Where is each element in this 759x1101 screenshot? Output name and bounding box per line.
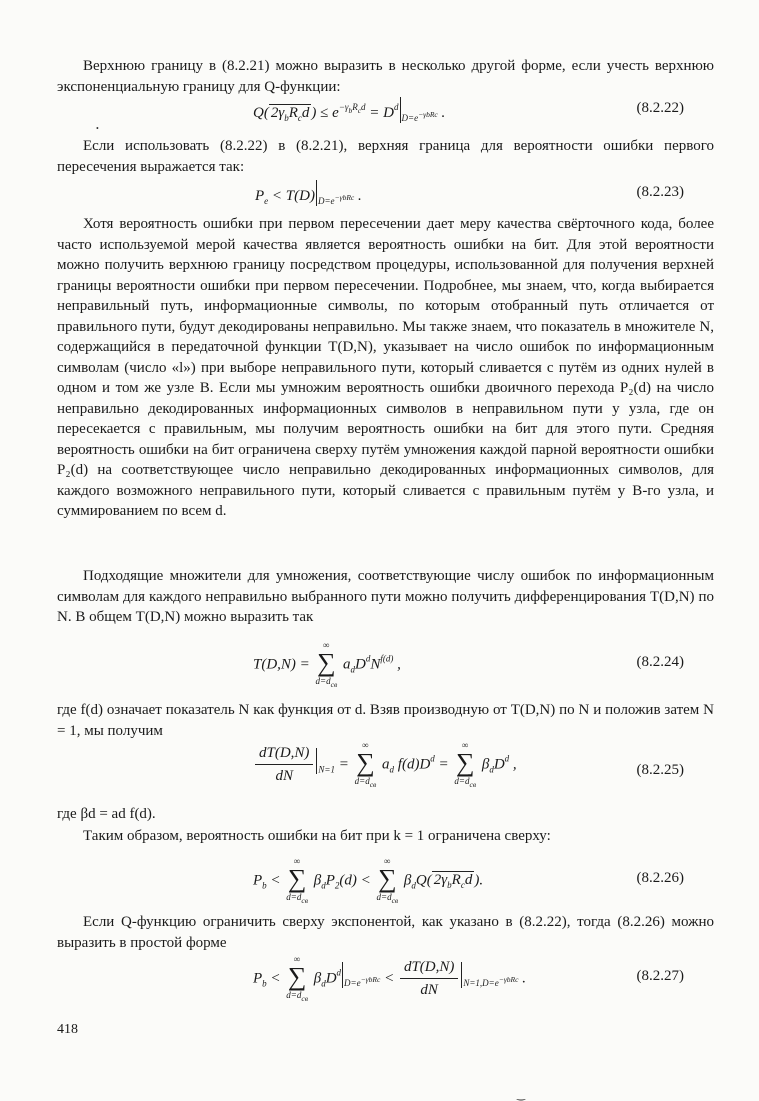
equation-number: (8.2.25) bbox=[636, 762, 684, 778]
equation-8-2-26 bbox=[57, 856, 714, 905]
paragraph-6: где βd = ad f(d). bbox=[57, 806, 156, 822]
equation-body: Q( $2\gamma_bR_cd$ ) ≤ $e^{-\gamma_bR_cd} = D^d_{D=e^{-\gamma bRc}}$ . bbox=[253, 96, 445, 129]
paragraph-4: Подходящие множители для умножения, соответствующие числу ошибок по информационным символам для каждого неправильно выбранного пути можно получить дифференцирования T(D,N) по N. В общем T(D,N) можно выразить так bbox=[57, 568, 714, 625]
equation-body: $P_e < T(D)$ $_{D=e^{-\gamma bRc}}$ . bbox=[255, 180, 362, 212]
sum-symbol: ∞ ∑ $d=d_{св}$ bbox=[376, 856, 399, 905]
equation-body: T(D,N) = ∞ ∑ $d=d_{св}$ $a_dD^dN^{f(d)}$ , bbox=[253, 640, 401, 689]
page-number: 418 bbox=[57, 1022, 78, 1037]
sum-symbol: ∞ ∑ $d=d_{св}$ bbox=[315, 640, 338, 689]
equation-8-2-25 bbox=[57, 740, 714, 789]
equation-body: $P_b$ < ∞ ∑ $d=d_{св}$ $\beta_dP_2(d)$ < ∞ ∑ $d=d_{св}$ $\beta_dQ$( $2\gamma_bR_cd$ ). bbox=[253, 856, 484, 905]
paragraph-8: Если Q-функцию ограничить сверху экспонентой, как указано в (8.2.22), тогда (8.2.26) можно выразить в простой форме bbox=[57, 914, 714, 951]
paragraph-3: Хотя вероятность ошибки при первом пересечении дает меру качества свёрточного кода, более часто используемой мерой качества является вероятность ошибки на бит. Для этой вероятности можно получить верхнюю границу посредством процедуры, использованной для получения верхней границы вероятности ошибки при первом пересечении. Подробнее, мы знаем, что, когда выбирается неправильный путь, информационные символы, по которым отобранный путь отличается от правильного пути, будут декодированы неправильно. Мы также знаем, что показатель в множителе N, содержащийся в передаточной функции T(D,N), указывает на число ошибок по информационным символам (число «l») при выборе неправильного пути, который сливается с путём из одних нулей в одном и том же узле B. Если мы умножим вероятность ошибки двоичного перехода P₂(d) на число неправильно декодированных информационных символов в неправильном пути у узла, где он пересекается с правильным, мы получим вероятность ошибки на бит для этого пути. Средняя вероятность ошибки на бит ограничена сверху путём умножения каждой парной вероятности ошибки P₂(d) на соответствующее число неправильно декодированных информационных символов, для каждого возможного неправильного пути, который сливается с правильным путём у B-го узла, и суммированием по всем d. bbox=[57, 216, 714, 519]
equation-8-2-27 bbox=[57, 954, 714, 1003]
fraction: $\frac{dT(D,N)}{dN}$ bbox=[400, 956, 458, 1001]
equation-8-2-24 bbox=[57, 640, 714, 689]
equation-body: $\frac{dT(D,N)}{dN}$ $_{N=1}$ = ∞ ∑ $d=d_{св}$ $a_d$ $f(d)D^d$ = ∞ ∑ $d=d_{св}$ $\beta_dD^d$ , bbox=[253, 740, 517, 790]
paragraph-1: Верхнюю границу в (8.2.21) можно выразить в несколько другой форме, если учесть верхнюю экспоненциальную границу для Q-функции: bbox=[57, 58, 714, 95]
paragraph-2: Если использовать (8.2.22) в (8.2.21), верхняя граница для вероятности ошибки первого пересечения выражается так: bbox=[57, 138, 714, 175]
paragraph-5: где f(d) означает показатель N как функция от d. Взяв производную от T(D,N) по N и положив затем N = 1, мы получим bbox=[57, 702, 714, 739]
equation-number: (8.2.22) bbox=[636, 100, 684, 116]
paragraph-7: Таким образом, вероятность ошибки на бит при k = 1 ограничена сверху: bbox=[83, 828, 551, 844]
sum-symbol: ∞ ∑ $d=d_{св}$ bbox=[454, 740, 477, 789]
equation-body: $P_b$ < ∞ ∑ $d=d_{св}$ $\beta_dD^d_{D=e^{-\gamma bRc}}$ < $\frac{dT(D,N)}{dN}$ $_{N=1,D=e^{-\gamma bRc}}$ . bbox=[253, 954, 526, 1003]
scan-speck: • bbox=[96, 124, 99, 133]
sum-symbol: ∞ ∑ $d=d_{св}$ bbox=[286, 856, 308, 905]
scan-speck: ‿ bbox=[517, 1090, 526, 1101]
sum-symbol: ∞ ∑ $d=d_{св}$ bbox=[286, 954, 308, 1003]
equation-number: (8.2.23) bbox=[636, 184, 684, 200]
equation-8-2-22 bbox=[57, 96, 714, 140]
equation-number: (8.2.24) bbox=[636, 654, 684, 670]
sum-symbol: ∞ ∑ $d=d_{св}$ bbox=[354, 740, 377, 789]
equation-number: (8.2.27) bbox=[636, 968, 684, 984]
fraction: $\frac{dT(D,N)}{dN}$ bbox=[255, 742, 313, 787]
equation-number: (8.2.26) bbox=[636, 870, 684, 886]
